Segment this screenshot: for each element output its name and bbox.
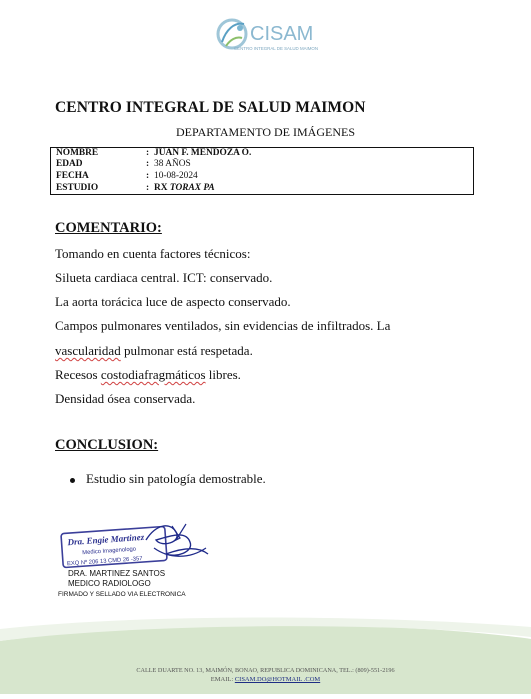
patient-age-row	[56, 159, 191, 170]
study-value-b: TORAX PA	[169, 183, 215, 193]
conclusion-heading: CONCLUSION:	[55, 437, 159, 453]
separator: :	[146, 148, 150, 158]
spell-flag-word: vascularidad	[55, 343, 121, 358]
comment-text: libres.	[205, 367, 241, 382]
study-label: ESTUDIO	[56, 183, 99, 193]
age-value: 38 AÑOS	[154, 159, 191, 169]
patient-study-row	[56, 183, 215, 194]
separator: :	[146, 171, 150, 181]
separator: :	[146, 159, 150, 169]
patient-info-box	[50, 147, 474, 195]
bullet-icon	[70, 478, 75, 483]
comment-text: Recesos	[55, 367, 101, 382]
conclusion-item: Estudio sin patología demostrable.	[86, 471, 266, 486]
comment-heading: COMENTARIO:	[55, 220, 162, 236]
name-label: NOMBRE	[56, 148, 99, 158]
study-value-a: RX	[154, 183, 168, 193]
footer-email	[0, 676, 531, 683]
age-label: EDAD	[56, 159, 83, 169]
comment-line: La aorta torácica luce de aspecto conservado.	[55, 294, 291, 309]
comment-text: pulmonar está respetada.	[120, 343, 253, 358]
date-value: 10-08-2024	[154, 171, 198, 181]
organization-title: CENTRO INTEGRAL DE SALUD MAIMON	[55, 99, 366, 116]
comment-line: Densidad ósea conservada.	[55, 391, 196, 406]
electronic-signature-note: FIRMADO Y SELLADO VIA ELECTRONICA	[58, 591, 186, 598]
svg-text:CENTRO INTEGRAL DE SALUD MAIMO: CENTRO INTEGRAL DE SALUD MAIMON	[234, 46, 319, 51]
comment-line: Silueta cardiaca central. ICT: conservado.	[55, 270, 273, 285]
doctor-name: DRA. MARTINEZ SANTOS	[68, 569, 166, 578]
logo-mark-icon	[214, 12, 334, 56]
stamp-role: Medico Imagenologo	[82, 546, 137, 557]
date-label: FECHA	[56, 171, 89, 181]
cisam-logo	[214, 12, 334, 56]
comment-line: Campos pulmonares ventilados, sin evidencias de infiltrados. La	[55, 318, 391, 333]
email-prefix: EMAIL:	[210, 676, 235, 683]
svg-text:CISAM: CISAM	[250, 23, 314, 45]
doctor-stamp	[58, 518, 214, 570]
email-link[interactable]: CISAM.DO@HOTMAIL .COM	[234, 676, 321, 683]
patient-name-row	[56, 148, 251, 159]
separator: :	[146, 183, 150, 193]
patient-date-row	[56, 171, 198, 182]
doctor-role: MEDICO RADIOLOGO	[68, 579, 151, 588]
footer-address: CALLE DUARTE NO. 13, MAIMÓN, BONAO, REPUBLICA DOMINICANA, TEL.: (809)-551-2196	[136, 667, 395, 674]
department-title: DEPARTAMENTO DE IMÁGENES	[176, 125, 355, 139]
handwritten-signature	[146, 526, 208, 555]
comment-line	[55, 367, 241, 383]
comment-line: Tomando en cuenta factores técnicos:	[55, 246, 251, 261]
stamp-name: Dra. Engie Martinez	[67, 531, 145, 548]
stamp-exq: EXQ Nº 206 13 CMD 26 -357	[66, 556, 143, 568]
spell-flag-word: costodiafragmáticos	[100, 367, 206, 382]
signature-block	[68, 569, 165, 589]
comment-line	[55, 343, 253, 359]
name-value: JUAN F. MENDOZA O.	[154, 148, 252, 158]
